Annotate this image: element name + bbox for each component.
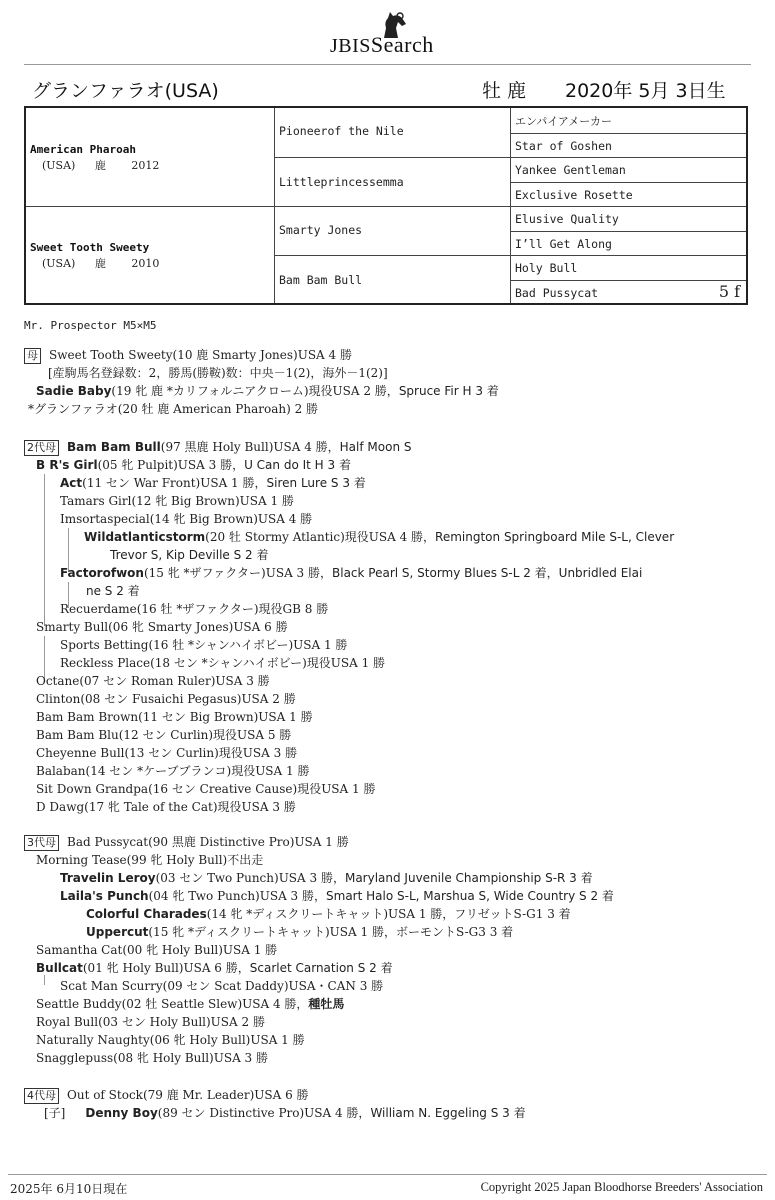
sex-color: 牡 鹿: [482, 80, 527, 102]
g4dam-tag: 4代母: [24, 1088, 59, 1104]
horse-name-link[interactable]: Bam Bam Bull: [67, 440, 161, 454]
list-item[interactable]: Tamars Girl(12 牝 Big Brown)USA 1 勝: [60, 494, 294, 508]
list-item[interactable]: D Dawg(17 牝 Tale of the Cat)現役USA 3 勝: [36, 800, 296, 814]
horse-name-link[interactable]: Denny Boy: [85, 1106, 158, 1120]
race-record: Remington Springboard Mile S-L, Clever: [435, 530, 675, 544]
pedigree-g2-name[interactable]: Bam Bam Bull: [279, 273, 363, 287]
horse-record: (15 牝 *ディスクリートキャット)USA 1 勝，: [148, 925, 396, 939]
pedigree-g2-name[interactable]: Smarty Jones: [279, 223, 363, 237]
race-record: Scarlet Carnation S 2 着: [249, 961, 393, 975]
birth-date: 2020年 5月 3日生: [565, 80, 726, 102]
pedigree-g2-cell: [275, 255, 511, 303]
list-item[interactable]: Smarty Bull(06 牝 Smarty Jones)USA 6 勝: [36, 620, 288, 634]
list-item: [60, 474, 366, 492]
race-record: ボーモントS-G3 3 着: [395, 925, 514, 939]
child-prefix: [子]: [44, 1106, 66, 1120]
horse-record: (14 牝 *ディスクリートキャット)USA 1 勝，: [206, 907, 455, 921]
horse-record: (03 セン Two Punch)USA 3 勝，: [155, 871, 345, 885]
dam-line: [24, 346, 352, 364]
list-item: [44, 1104, 526, 1122]
horse-record: (04 牝 Two Punch)USA 3 勝，: [148, 889, 327, 903]
horse-record: (97 黒鹿 Holy Bull)USA 4 勝，: [160, 440, 340, 454]
header-divider: [24, 64, 751, 65]
pedigree-g3-cell: [511, 182, 746, 206]
stallion-note: 種牡馬: [308, 997, 345, 1011]
pedigree-g2-cell: [275, 206, 511, 255]
tree-line: [44, 474, 45, 626]
horse-record: (89 セン Distinctive Pro)USA 4 勝，: [157, 1106, 371, 1120]
list-item[interactable]: Recuerdame(16 牡 *ザファクター)現役GB 8 勝: [60, 602, 329, 616]
pedigree-g2-name[interactable]: Pioneerof the Nile: [279, 124, 404, 138]
pedigree-count: 5 f: [718, 282, 740, 301]
pedigree-g3-name[interactable]: Exclusive Rosette: [515, 188, 633, 202]
logo-text: JBIS: [330, 35, 371, 57]
as-of-date: 2025年 6月10日現在: [10, 1182, 128, 1196]
list-item: [36, 382, 499, 400]
list-item[interactable]: Octane(07 セン Roman Ruler)USA 3 勝: [36, 674, 270, 688]
inbreeding-note: Mr. Prospector M5×M5: [24, 319, 157, 332]
list-item[interactable]: Bam Bam Blu(12 セン Curlin)現役USA 5 勝: [36, 728, 292, 742]
pedigree-g3-name[interactable]: Bad Pussycat: [515, 286, 599, 300]
horse-record: (19 牝 鹿 *カリフォルニアクローム)現役USA 2 勝，: [111, 384, 399, 398]
pedigree-g2-cell: [275, 108, 511, 157]
g2dam-tag: 2代母: [24, 440, 59, 456]
horse-name-link[interactable]: Laila's Punch: [60, 889, 149, 903]
horse-name-link[interactable]: Act: [60, 476, 83, 490]
horse-record: (20 牡 Stormy Atlantic)現役USA 4 勝，: [205, 530, 436, 544]
horse-name-link[interactable]: Sadie Baby: [36, 384, 112, 398]
sire-country: (USA): [42, 159, 76, 172]
race-record: William N. Eggeling S 3 着: [370, 1106, 526, 1120]
logo-text-search: Search: [370, 32, 434, 57]
horse-name: グランファラオ(USA): [32, 80, 219, 102]
list-item[interactable]: Morning Tease(99 牝 Holy Bull)不出走: [36, 853, 264, 867]
g4dam-line: [24, 1086, 309, 1104]
pedigree-sire-cell: [26, 108, 275, 206]
pedigree-g3-name[interactable]: Elusive Quality: [515, 212, 619, 226]
list-item[interactable]: *グランファラオ(20 牡 鹿 American Pharoah) 2 勝: [28, 402, 319, 416]
pedigree-g3-cell: [511, 133, 746, 157]
pedigree-g3-name[interactable]: Yankee Gentleman: [515, 163, 626, 177]
dam-info: [42, 255, 159, 271]
g2dam-line: [24, 438, 411, 456]
horse-record: (01 牝 Holy Bull)USA 6 勝，: [82, 961, 250, 975]
horse-name-link[interactable]: Bullcat: [36, 961, 83, 975]
race-record: Black Pearl S, Stormy Blues S-L 2 着，Unbridled Elai: [332, 566, 643, 580]
pedigree-g3-name[interactable]: Holy Bull: [515, 261, 578, 275]
dam-name[interactable]: Sweet Tooth Sweety: [30, 241, 150, 254]
pedigree-g3-cell: [511, 255, 746, 280]
pedigree-g3-cell: [511, 206, 746, 231]
dam-offspring-note: [産駒馬名登録数：2，勝馬(勝鞍)数：中央－1(2)，海外－1(2)]: [48, 366, 388, 380]
race-record: U Can do It H 3 着: [244, 458, 351, 472]
list-item: [36, 456, 351, 474]
list-item[interactable]: Samantha Cat(00 牝 Holy Bull)USA 1 勝: [36, 943, 278, 957]
pedigree-g3-cell: [511, 108, 746, 133]
horse-record: (11 セン War Front)USA 1 勝，: [82, 476, 267, 490]
list-item[interactable]: Sports Betting(16 牡 *シャンハイボビー)USA 1 勝: [60, 638, 348, 652]
dam-tag: 母: [24, 348, 41, 364]
g4dam-text[interactable]: Out of Stock(79 鹿 Mr. Leader)USA 6 勝: [67, 1088, 309, 1102]
dam-year: 2010: [131, 257, 160, 270]
list-item[interactable]: Naturally Naughty(06 牝 Holy Bull)USA 1 勝: [36, 1033, 305, 1047]
horse-name-link[interactable]: Uppercut: [86, 925, 149, 939]
dam-text[interactable]: Sweet Tooth Sweety(10 鹿 Smarty Jones)USA 4 勝: [49, 348, 352, 362]
list-item[interactable]: Clinton(08 セン Fusaichi Pegasus)USA 2 勝: [36, 692, 296, 706]
list-item[interactable]: Royal Bull(03 セン Holy Bull)USA 2 勝: [36, 1015, 265, 1029]
pedigree-g2-cell: [275, 157, 511, 206]
pedigree-g3-cell: [511, 231, 746, 255]
list-item: [60, 887, 614, 905]
race-record: ne S 2 着: [86, 584, 140, 598]
list-item[interactable]: Snagglepuss(08 牝 Holy Bull)USA 3 勝: [36, 1051, 269, 1065]
horse-name-link[interactable]: Wildatlanticstorm: [84, 530, 206, 544]
race-record: フリゼットS-G1 3 着: [454, 907, 571, 921]
sire-name[interactable]: American Pharoah: [30, 143, 136, 156]
footer-divider: [8, 1174, 767, 1175]
list-item-continued: [110, 546, 269, 564]
pedigree-g3-name[interactable]: Star of Goshen: [515, 139, 612, 153]
sire-year: 2012: [131, 159, 160, 172]
race-record: Spruce Fir H 3 着: [398, 384, 499, 398]
list-item[interactable]: Reckless Place(18 セン *シャンハイボビー)現役USA 1 勝: [60, 656, 386, 670]
list-item[interactable]: Sit Down Grandpa(16 セン Creative Cause)現役USA 1 勝: [36, 782, 376, 796]
pedigree-dam-cell: [26, 206, 275, 303]
race-record: Half Moon S: [339, 440, 412, 454]
horse-record: (05 牝 Pulpit)USA 3 勝，: [97, 458, 245, 472]
list-item: [84, 528, 674, 546]
horse-name-link[interactable]: Colorful Charades: [86, 907, 207, 921]
pedigree-g2-name[interactable]: Littleprincessemma: [279, 175, 404, 189]
dam-color: 鹿: [94, 257, 106, 270]
list-item: [60, 564, 642, 582]
pedigree-g3-cell: [511, 280, 746, 303]
copyright: Copyright 2025 Japan Bloodhorse Breeders' Association: [480, 1180, 763, 1194]
pedigree-table: [24, 106, 748, 305]
pedigree-g3-name[interactable]: エンパイアメーカー: [515, 115, 613, 128]
race-record: Maryland Juvenile Championship S-R 3 着: [344, 871, 593, 885]
sire-info: [42, 157, 159, 173]
list-item: [86, 905, 571, 923]
list-item-continued: [86, 582, 140, 600]
list-item[interactable]: Balaban(14 セン *ケーブブランコ)現役USA 1 勝: [36, 764, 310, 778]
dam-country: (USA): [42, 257, 76, 270]
list-item: [86, 923, 513, 941]
horse-name-link[interactable]: B R's Girl: [36, 458, 98, 472]
horse-record[interactable]: Seattle Buddy(02 牡 Seattle Slew)USA 4 勝，: [36, 997, 309, 1011]
g3dam-line: [24, 833, 349, 851]
list-item[interactable]: Scat Man Scurry(09 セン Scat Daddy)USA・CAN 3 勝: [60, 979, 384, 993]
horse-record: (15 牝 *ザファクター)USA 3 勝，: [143, 566, 332, 580]
list-item[interactable]: Bam Bam Brown(11 セン Big Brown)USA 1 勝: [36, 710, 313, 724]
horse-name-link[interactable]: Travelin Leroy: [60, 871, 156, 885]
race-record: Siren Lure S 3 着: [266, 476, 366, 490]
pedigree-g3-cell: [511, 157, 746, 182]
race-record: Trevor S, Kip Deville S 2 着: [110, 548, 269, 562]
horse-name-link[interactable]: Factorofwon: [60, 566, 144, 580]
list-item[interactable]: Imsortaspecial(14 牝 Big Brown)USA 4 勝: [60, 512, 313, 526]
race-record: Smart Halo S-L, Marshua S, Wide Country S 2 着: [326, 889, 614, 903]
pedigree-g3-name[interactable]: I’ll Get Along: [515, 237, 612, 251]
list-item: [36, 995, 344, 1013]
g3dam-tag: 3代母: [24, 835, 59, 851]
jbis-logo[interactable]: [328, 8, 468, 57]
list-item: [60, 869, 593, 887]
list-item[interactable]: Cheyenne Bull(13 セン Curlin)現役USA 3 勝: [36, 746, 298, 760]
g3dam-text[interactable]: Bad Pussycat(90 黒鹿 Distinctive Pro)USA 1 勝: [67, 835, 349, 849]
list-item: [36, 959, 393, 977]
sire-color: 鹿: [94, 159, 106, 172]
